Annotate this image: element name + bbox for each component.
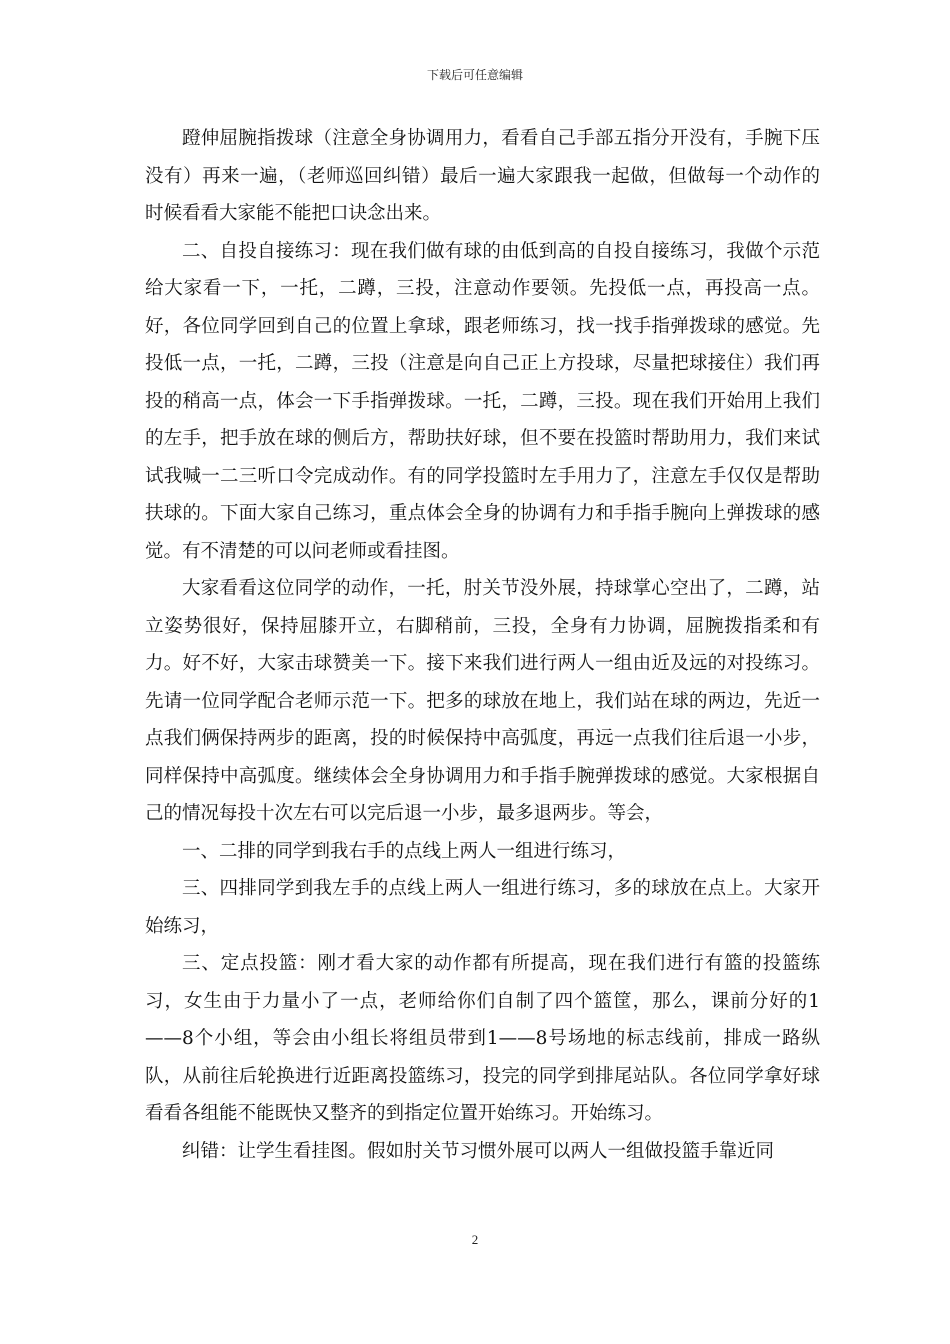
- paragraph: 纠错：让学生看挂图。假如肘关节习惯外展可以两人一组做投篮手靠近同: [182, 1140, 775, 1162]
- page-number: 2: [471, 1232, 479, 1247]
- paragraph: 三、四排同学到我左手的点线上两人一组进行练习，多的球放在点上。大家开始练习，: [145, 878, 820, 937]
- paragraph: 蹬伸屈腕指拨球（注意全身协调用力，看看自己手部五指分开没有，手腕下压没有）再来一遍，（老师巡回纠错）最后一遍大家跟我一起做，但做每一个动作的时候看看大家能不能把口诀念出来。: [145, 128, 820, 224]
- paragraph: 一、二排的同学到我右手的点线上两人一组进行练习，: [182, 840, 627, 862]
- paragraph: 大家看看这位同学的动作，一托，肘关节没外展，持球掌心空出了，二蹲，站立姿势很好，保持屈膝开立，右脚稍前，三投，全身有力协调，屈腕拨指柔和有力。好不好，大家击球赞美一下。接下来我们进行两人一组由近及远的对投练习。先请一位同学配合老师示范一下。把多的球放在地上，我们站在球的两边，先近一点我们俩保持两步的距离，投的时候保持中高弧度，再远一点我们往后退一小步，同样保持中高弧度。继续体会全身协调用力和手指手腕弹拨球的感觉。大家根据自己的情况每投十次左右可以完后退一小步，最多退两步。等会，: [145, 578, 820, 824]
- paragraph: 三、定点投篮：刚才看大家的动作都有所提高，现在我们进行有篮的投篮练习，女生由于力量小了一点，老师给你们自制了四个篮筐，那么，课前分好的1——8个小组，等会由小组长将组员带到1——8号场地的标志线前，排成一路纵队，从前往后轮换进行近距离投篮练习，投完的同学到排尾站队。各位同学拿好球看看各组能不能既快又整齐的到指定位置开始练习。开始练习。: [145, 953, 820, 1124]
- document-body: [145, 120, 820, 1170]
- paragraph: 二、自投自接练习：现在我们做有球的由低到高的自投自接练习，我做个示范给大家看一下，一托，二蹲，三投，注意动作要领。先投低一点，再投高一点。好，各位同学回到自己的位置上拿球，跟老师练习，找一找手指弹拨球的感觉。先投低一点，一托，二蹲，三投（注意是向自己正上方投球，尽量把球接住）我们再投的稍高一点，体会一下手指弹拨球。一托，二蹲，三投。现在我们开始用上我们的左手，把手放在球的侧后方，帮助扶好球，但不要在投篮时帮助用力，我们来试试我喊一二三听口令完成动作。有的同学投篮时左手用力了，注意左手仅仅是帮助扶球的。下面大家自己练习，重点体会全身的协调有力和手指手腕向上弹拨球的感觉。有不清楚的可以问老师或看挂图。: [145, 240, 820, 562]
- page-header: 下载后可任意编辑: [426, 68, 523, 82]
